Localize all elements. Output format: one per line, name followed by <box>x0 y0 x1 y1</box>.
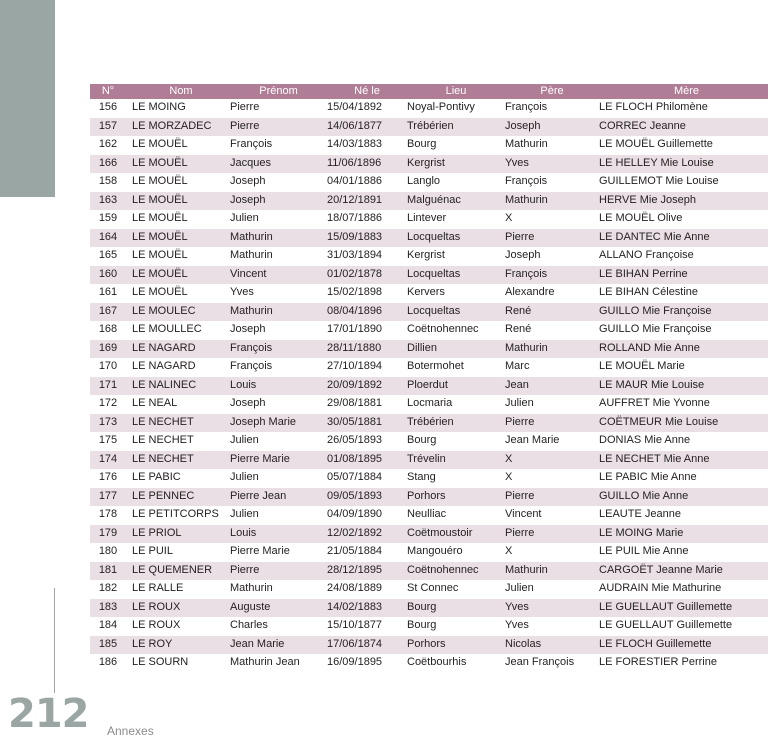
table-row <box>90 654 768 673</box>
cell-surname: LE NECHET <box>132 415 194 428</box>
cell-mother: LE FLOCH Philomène <box>599 101 708 114</box>
cell-father: Pierre <box>505 230 535 243</box>
cell-birth-place: Coëtnohennec <box>407 323 479 336</box>
cell-first-name: Jacques <box>230 156 271 169</box>
cell-birth-date: 26/05/1893 <box>327 434 383 447</box>
register-table-container <box>90 84 768 673</box>
cell-first-name: Joseph <box>230 175 266 188</box>
cell-surname: LE PRIOL <box>132 526 182 539</box>
cell-father: Yves <box>505 619 529 632</box>
cell-number: 186 <box>98 656 118 669</box>
cell-birth-date: 29/08/1881 <box>327 397 383 410</box>
header-birth-place: Lieu <box>445 85 467 97</box>
side-tab <box>0 0 55 197</box>
header-first-name: Prénom <box>259 85 298 97</box>
cell-birth-date: 14/03/1883 <box>327 138 383 151</box>
cell-number: 184 <box>98 619 118 632</box>
cell-father: Nicolas <box>505 637 542 650</box>
cell-father: Pierre <box>505 489 535 502</box>
table-row <box>90 469 768 488</box>
cell-father: René <box>505 304 532 317</box>
cell-mother: GUILLO Mie Françoise <box>599 304 712 317</box>
cell-first-name: Joseph <box>230 193 266 206</box>
cell-first-name: Yves <box>230 286 254 299</box>
cell-mother: LE MOING Marie <box>599 526 684 539</box>
table-row <box>90 377 768 396</box>
cell-birth-place: Bourg <box>407 619 437 632</box>
cell-first-name: Pierre Marie <box>230 452 290 465</box>
cell-mother: GUILLEMOT Mie Louise <box>599 175 719 188</box>
cell-birth-place: Trévelin <box>407 452 446 465</box>
cell-first-name: Mathurin <box>230 304 273 317</box>
cell-first-name: Mathurin <box>230 249 273 262</box>
cell-first-name: Pierre Marie <box>230 545 290 558</box>
table-row <box>90 617 768 636</box>
cell-birth-date: 20/12/1891 <box>327 193 383 206</box>
table-row <box>90 321 768 340</box>
cell-number: 181 <box>98 563 118 576</box>
cell-first-name: Joseph <box>230 323 266 336</box>
cell-surname: LE NECHET <box>132 452 194 465</box>
cell-birth-place: Noyal-Pontivy <box>407 101 475 114</box>
header-mother: Mère <box>673 85 700 97</box>
table-row <box>90 599 768 618</box>
cell-mother: DONIAS Mie Anne <box>599 434 691 447</box>
cell-mother: GUILLO Mie Anne <box>599 489 689 502</box>
cell-father: Marc <box>505 360 530 373</box>
table-row <box>90 118 768 137</box>
cell-birth-date: 24/08/1889 <box>327 582 383 595</box>
cell-surname: LE QUEMENER <box>132 563 213 576</box>
cell-birth-date: 15/04/1892 <box>327 101 383 114</box>
cell-father: Alexandre <box>505 286 555 299</box>
cell-mother: LE MAUR Mie Louise <box>599 378 705 391</box>
cell-birth-place: Langlo <box>407 175 441 188</box>
cell-mother: AUDRAIN Mie Mathurine <box>599 582 722 595</box>
cell-surname: LE NAGARD <box>132 341 196 354</box>
cell-number: 159 <box>98 212 118 225</box>
cell-birth-place: Botermohet <box>407 360 464 373</box>
cell-surname: LE MOULLEC <box>132 323 202 336</box>
cell-mother: LE GUELLAUT Guillemette <box>599 619 733 632</box>
page-number: 212 <box>8 691 89 737</box>
cell-mother: LE DANTEC Mie Anne <box>599 230 710 243</box>
cell-surname: LE NEAL <box>132 397 178 410</box>
cell-surname: LE PUIL <box>132 545 173 558</box>
cell-birth-date: 30/05/1881 <box>327 415 383 428</box>
cell-surname: LE MOUËL <box>132 138 188 151</box>
cell-number: 160 <box>98 267 118 280</box>
cell-birth-place: Locqueltas <box>407 267 461 280</box>
cell-birth-place: Locqueltas <box>407 230 461 243</box>
cell-first-name: Auguste <box>230 600 271 613</box>
cell-mother: LE FLOCH Guillemette <box>599 637 712 650</box>
cell-mother: CORREC Jeanne <box>599 119 686 132</box>
cell-birth-date: 14/02/1883 <box>327 600 383 613</box>
cell-number: 177 <box>98 489 118 502</box>
cell-first-name: Julien <box>230 508 259 521</box>
cell-surname: LE MOULEC <box>132 304 196 317</box>
cell-mother: ROLLAND Mie Anne <box>599 341 700 354</box>
cell-birth-place: Bourg <box>407 600 437 613</box>
cell-mother: LE MOUËL Guillemette <box>599 138 713 151</box>
cell-mother: LE PUIL Mie Anne <box>599 545 689 558</box>
cell-birth-place: Neulliac <box>407 508 447 521</box>
cell-surname: LE MOUËL <box>132 175 188 188</box>
cell-first-name: Vincent <box>230 267 267 280</box>
cell-number: 164 <box>98 230 118 243</box>
table-row <box>90 488 768 507</box>
cell-birth-date: 01/08/1895 <box>327 452 383 465</box>
cell-birth-date: 21/05/1884 <box>327 545 383 558</box>
cell-mother: HERVE Mie Joseph <box>599 193 697 206</box>
cell-birth-date: 17/01/1890 <box>327 323 383 336</box>
cell-father: X <box>505 452 513 465</box>
table-row <box>90 340 768 359</box>
cell-birth-place: Trébérien <box>407 119 454 132</box>
cell-birth-place: Porhors <box>407 637 446 650</box>
cell-mother: LE MOUËL Marie <box>599 360 685 373</box>
cell-first-name: Joseph <box>230 397 266 410</box>
table-row <box>90 266 768 285</box>
table-row <box>90 636 768 655</box>
cell-first-name: Mathurin Jean <box>230 656 300 669</box>
header-birth-date: Né le <box>354 85 380 97</box>
cell-birth-date: 18/07/1886 <box>327 212 383 225</box>
cell-mother: LE MOUËL Olive <box>599 212 683 225</box>
table-row <box>90 136 768 155</box>
cell-number: 174 <box>98 452 118 465</box>
cell-mother: LE BIHAN Perrine <box>599 267 688 280</box>
cell-father: François <box>505 101 548 114</box>
register-table <box>90 84 768 673</box>
cell-birth-place: Stang <box>407 471 436 484</box>
cell-number: 171 <box>98 378 118 391</box>
cell-first-name: François <box>230 360 273 373</box>
cell-birth-date: 08/04/1896 <box>327 304 383 317</box>
cell-mother: AUFFRET Mie Yvonne <box>599 397 710 410</box>
cell-birth-date: 04/01/1886 <box>327 175 383 188</box>
cell-mother: LE PABIC Mie Anne <box>599 471 697 484</box>
cell-mother: LE BIHAN Célestine <box>599 286 699 299</box>
table-row <box>90 562 768 581</box>
cell-birth-date: 27/10/1894 <box>327 360 383 373</box>
table-row <box>90 229 768 248</box>
cell-father: Joseph <box>505 119 541 132</box>
cell-father: Jean <box>505 378 529 391</box>
cell-surname: LE MOUËL <box>132 267 188 280</box>
cell-first-name: Jean Marie <box>230 637 285 650</box>
cell-first-name: François <box>230 341 273 354</box>
cell-father: Jean Marie <box>505 434 560 447</box>
table-row <box>90 303 768 322</box>
table-row <box>90 543 768 562</box>
cell-birth-date: 09/05/1893 <box>327 489 383 502</box>
cell-mother: CARGOËT Jeanne Marie <box>599 563 723 576</box>
table-row <box>90 155 768 174</box>
cell-surname: LE MOUËL <box>132 230 188 243</box>
cell-number: 179 <box>98 526 118 539</box>
cell-first-name: Pierre Jean <box>230 489 287 502</box>
cell-surname: LE NALINEC <box>132 378 197 391</box>
cell-father: Yves <box>505 156 529 169</box>
table-row <box>90 173 768 192</box>
cell-surname: LE MOUËL <box>132 212 188 225</box>
cell-birth-place: Kergrist <box>407 156 445 169</box>
margin-rule <box>54 588 55 693</box>
cell-father: Julien <box>505 582 534 595</box>
header-surname: Nom <box>169 85 193 97</box>
cell-first-name: Pierre <box>230 101 260 114</box>
section-label: Annexes <box>107 724 154 738</box>
cell-first-name: Mathurin <box>230 230 273 243</box>
cell-birth-place: Coëtbourhis <box>407 656 467 669</box>
cell-number: 167 <box>98 304 118 317</box>
table-row <box>90 506 768 525</box>
table-row <box>90 414 768 433</box>
cell-birth-place: Coëtnohennec <box>407 563 479 576</box>
cell-first-name: Charles <box>230 619 268 632</box>
cell-birth-date: 16/09/1895 <box>327 656 383 669</box>
cell-first-name: Pierre <box>230 563 260 576</box>
cell-birth-date: 15/09/1883 <box>327 230 383 243</box>
cell-number: 156 <box>98 101 118 114</box>
cell-first-name: Julien <box>230 471 259 484</box>
cell-number: 178 <box>98 508 118 521</box>
cell-surname: LE MOUËL <box>132 286 188 299</box>
cell-birth-place: Trébérien <box>407 415 454 428</box>
cell-birth-place: Dillien <box>407 341 437 354</box>
cell-first-name: Mathurin <box>230 582 273 595</box>
cell-mother: COËTMEUR Mie Louise <box>599 415 719 428</box>
cell-birth-place: Lintever <box>407 212 447 225</box>
cell-number: 166 <box>98 156 118 169</box>
cell-number: 168 <box>98 323 118 336</box>
cell-birth-date: 01/02/1878 <box>327 267 383 280</box>
cell-number: 180 <box>98 545 118 558</box>
cell-father: Mathurin <box>505 138 548 151</box>
cell-number: 185 <box>98 637 118 650</box>
cell-father: Jean François <box>505 656 575 669</box>
cell-number: 175 <box>98 434 118 447</box>
cell-birth-place: Bourg <box>407 138 437 151</box>
cell-birth-place: Coëtmoustoir <box>407 526 473 539</box>
cell-number: 172 <box>98 397 118 410</box>
table-body <box>90 99 768 673</box>
table-row <box>90 284 768 303</box>
cell-mother: LE FORESTIER Perrine <box>599 656 717 669</box>
cell-birth-date: 28/12/1895 <box>327 563 383 576</box>
cell-number: 162 <box>98 138 118 151</box>
cell-number: 182 <box>98 582 118 595</box>
cell-first-name: Joseph Marie <box>230 415 297 428</box>
header-number: N° <box>101 85 115 97</box>
cell-father: Joseph <box>505 249 541 262</box>
table-row <box>90 358 768 377</box>
cell-birth-date: 15/02/1898 <box>327 286 383 299</box>
cell-surname: LE NAGARD <box>132 360 196 373</box>
cell-birth-place: Ploerdut <box>407 378 448 391</box>
cell-birth-date: 15/10/1877 <box>327 619 383 632</box>
cell-first-name: François <box>230 138 273 151</box>
cell-first-name: Louis <box>230 378 257 391</box>
cell-mother: LEAUTE Jeanne <box>599 508 681 521</box>
cell-surname: LE ROUX <box>132 600 181 613</box>
cell-father: François <box>505 175 548 188</box>
cell-father: René <box>505 323 532 336</box>
table-row <box>90 247 768 266</box>
cell-mother: ALLANO Françoise <box>599 249 694 262</box>
cell-birth-date: 20/09/1892 <box>327 378 383 391</box>
cell-father: Pierre <box>505 415 535 428</box>
cell-surname: LE MOUËL <box>132 193 188 206</box>
cell-birth-date: 31/03/1894 <box>327 249 383 262</box>
cell-surname: LE MOING <box>132 101 186 114</box>
cell-birth-date: 05/07/1884 <box>327 471 383 484</box>
cell-father: Pierre <box>505 526 535 539</box>
table-row <box>90 580 768 599</box>
table-header-row <box>90 84 768 99</box>
cell-birth-date: 14/06/1877 <box>327 119 383 132</box>
cell-surname: LE MOUËL <box>132 156 188 169</box>
cell-number: 169 <box>98 341 118 354</box>
table-row <box>90 99 768 118</box>
cell-first-name: Julien <box>230 434 259 447</box>
cell-surname: LE SOURN <box>132 656 189 669</box>
cell-first-name: Julien <box>230 212 259 225</box>
cell-number: 163 <box>98 193 118 206</box>
cell-surname: LE RALLE <box>132 582 184 595</box>
cell-surname: LE MOUËL <box>132 249 188 262</box>
cell-surname: LE ROY <box>132 637 173 650</box>
cell-father: Mathurin <box>505 341 548 354</box>
table-row <box>90 432 768 451</box>
cell-mother: LE GUELLAUT Guillemette <box>599 600 733 613</box>
cell-birth-place: Kergrist <box>407 249 445 262</box>
cell-father: Vincent <box>505 508 542 521</box>
cell-father: Mathurin <box>505 563 548 576</box>
cell-birth-place: St Connec <box>407 582 459 595</box>
table-row <box>90 451 768 470</box>
cell-birth-place: Bourg <box>407 434 437 447</box>
cell-number: 165 <box>98 249 118 262</box>
cell-surname: LE PABIC <box>132 471 181 484</box>
header-father: Père <box>540 85 564 97</box>
cell-mother: GUILLO Mie Françoise <box>599 323 712 336</box>
cell-father: François <box>505 267 548 280</box>
table-row <box>90 192 768 211</box>
table-row <box>90 395 768 414</box>
cell-surname: LE ROUX <box>132 619 181 632</box>
cell-birth-date: 28/11/1880 <box>327 341 382 354</box>
cell-birth-place: Locqueltas <box>407 304 461 317</box>
cell-birth-date: 12/02/1892 <box>327 526 383 539</box>
cell-number: 158 <box>98 175 118 188</box>
cell-birth-place: Locmaria <box>407 397 453 410</box>
cell-birth-place: Mangouéro <box>407 545 463 558</box>
cell-mother: LE NECHET Mie Anne <box>599 452 710 465</box>
cell-number: 176 <box>98 471 118 484</box>
cell-father: Julien <box>505 397 534 410</box>
cell-father: Mathurin <box>505 193 548 206</box>
cell-number: 161 <box>98 286 118 299</box>
cell-father: X <box>505 212 513 225</box>
table-row <box>90 210 768 229</box>
cell-father: Yves <box>505 600 529 613</box>
cell-surname: LE NECHET <box>132 434 194 447</box>
cell-father: X <box>505 471 513 484</box>
cell-first-name: Louis <box>230 526 257 539</box>
cell-surname: LE MORZADEC <box>132 119 212 132</box>
table-row <box>90 525 768 544</box>
cell-birth-place: Kervers <box>407 286 445 299</box>
cell-birth-date: 11/06/1896 <box>327 156 382 169</box>
cell-number: 157 <box>98 119 118 132</box>
cell-father: X <box>505 545 513 558</box>
cell-birth-date: 04/09/1890 <box>327 508 383 521</box>
cell-first-name: Pierre <box>230 119 260 132</box>
cell-birth-place: Malguénac <box>407 193 461 206</box>
cell-birth-place: Porhors <box>407 489 446 502</box>
cell-surname: LE PENNEC <box>132 489 195 502</box>
cell-number: 170 <box>98 360 118 373</box>
cell-surname: LE PETITCORPS <box>132 508 219 521</box>
cell-number: 173 <box>98 415 118 428</box>
cell-mother: LE HELLEY Mie Louise <box>599 156 714 169</box>
cell-birth-date: 17/06/1874 <box>327 637 383 650</box>
cell-number: 183 <box>98 600 118 613</box>
